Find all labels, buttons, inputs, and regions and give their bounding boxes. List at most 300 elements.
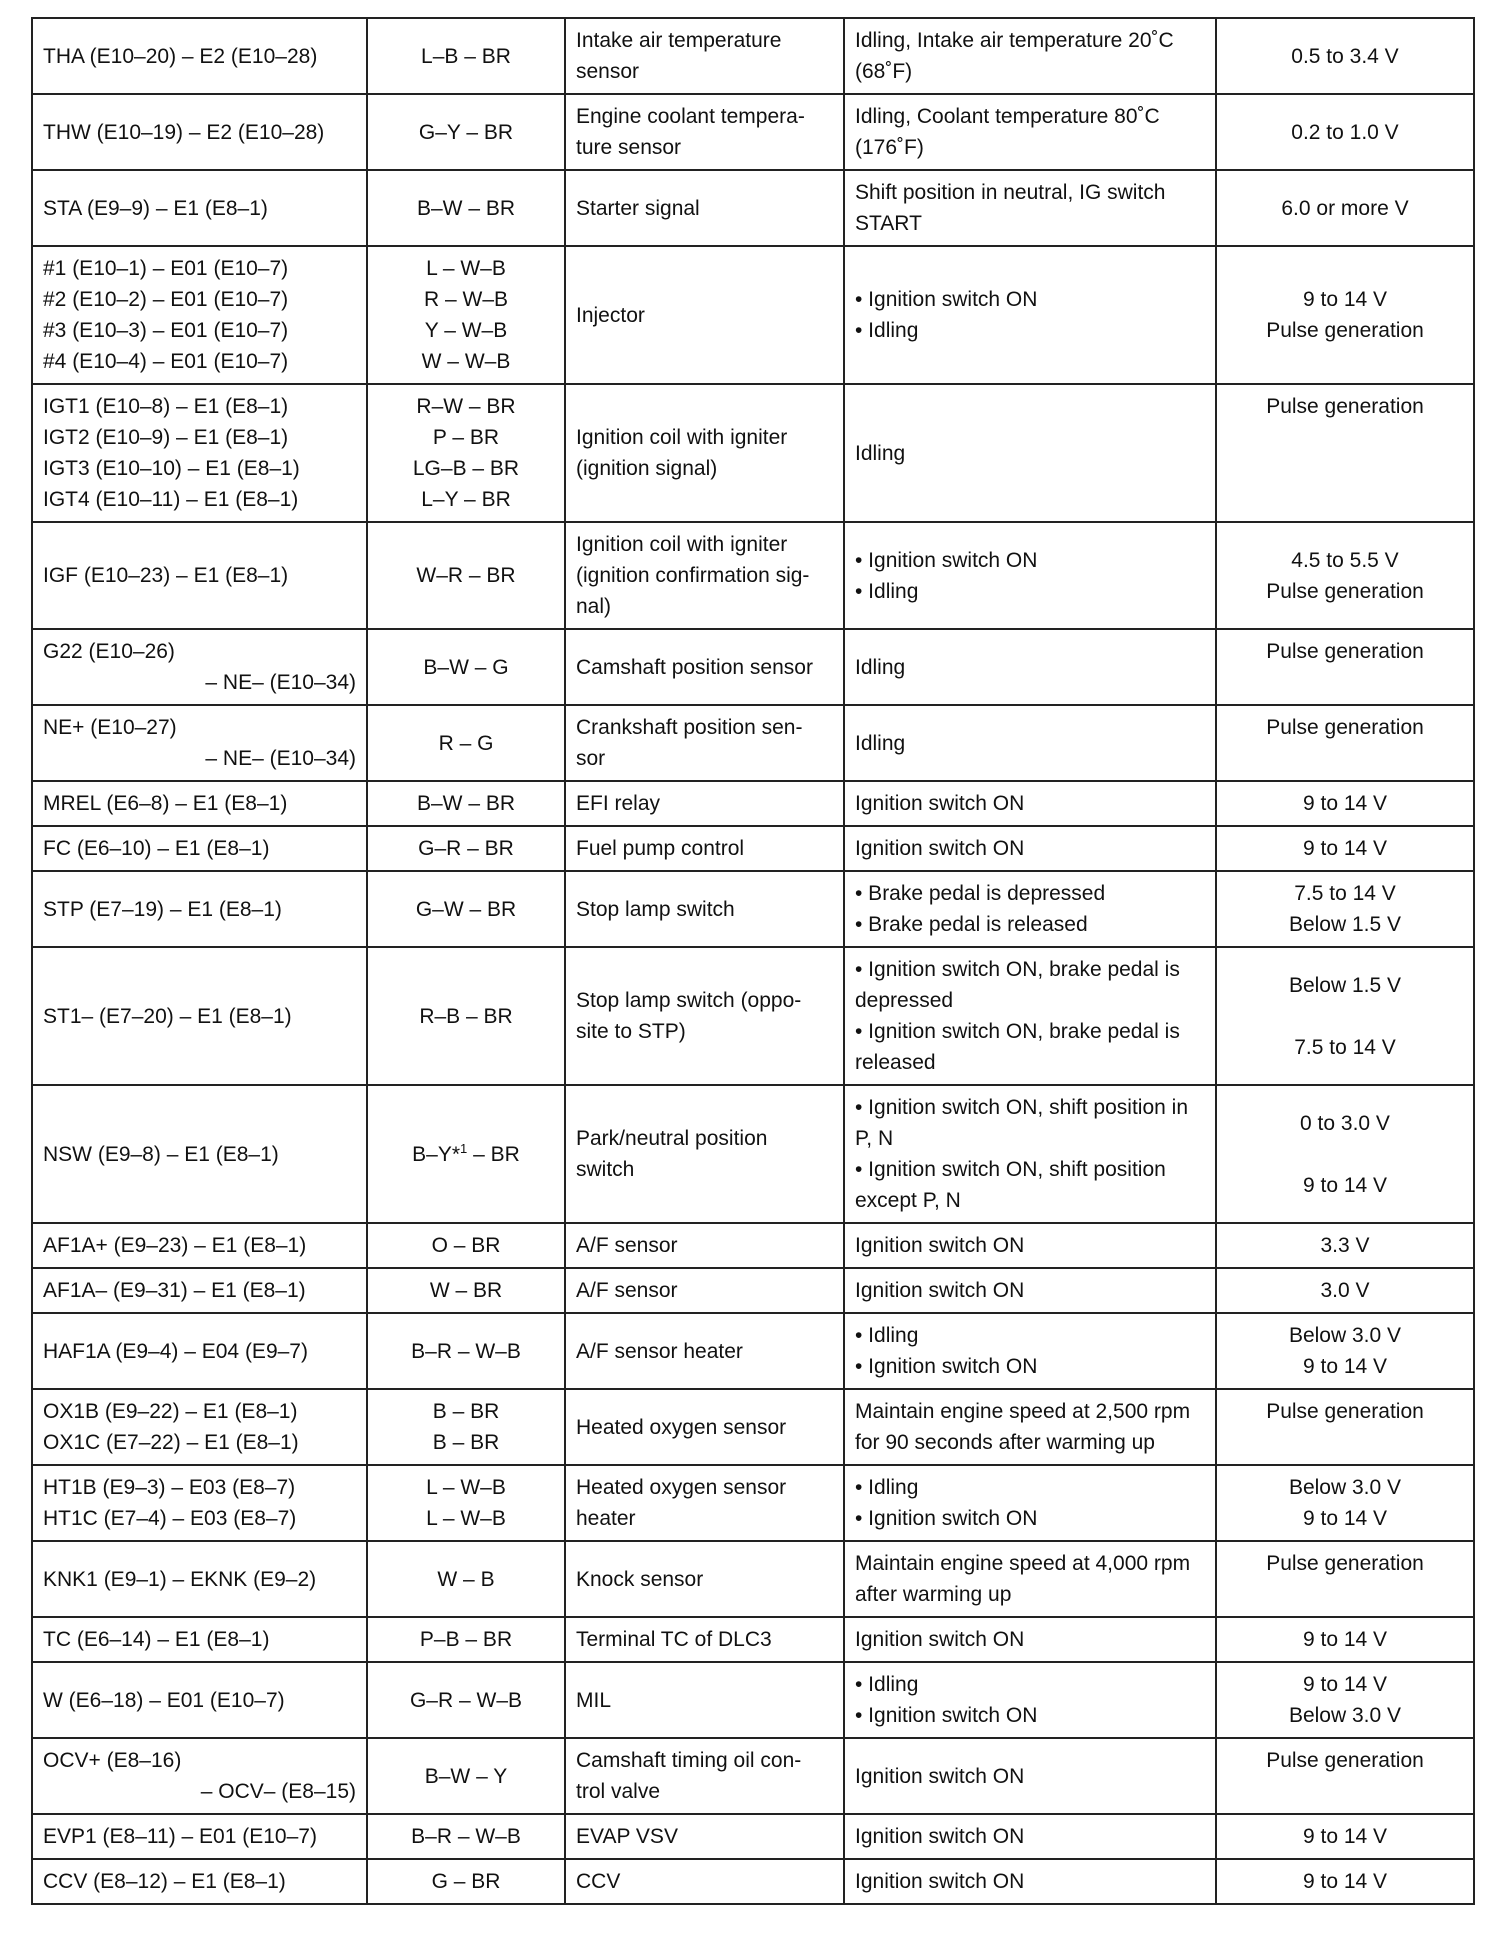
wiring-color-cell-line: L–B – BR bbox=[421, 44, 511, 68]
wiring-color-cell bbox=[367, 705, 565, 781]
condition-cell-line: Shift position in neutral, IG switch bbox=[855, 181, 1166, 204]
wiring-color-cell bbox=[367, 1859, 565, 1904]
wiring-color-cell-line: LG–B – BR bbox=[412, 457, 520, 480]
specified-condition-cell-line: Pulse generation bbox=[1266, 1400, 1424, 1423]
wiring-color-cell-line: B–R – W–B bbox=[411, 1339, 521, 1363]
input-output-cell-line: EVAP VSV bbox=[576, 1825, 678, 1848]
specified-condition-cell-line: 9 to 14 V bbox=[1302, 1825, 1388, 1848]
terminal-cell-line: AF1A+ (E9–23) – E1 (E8–1) bbox=[43, 1234, 307, 1257]
input-output-cell bbox=[565, 1223, 844, 1268]
terminal-cell-line: HT1C (E7–4) – E03 (E8–7) bbox=[43, 1507, 297, 1530]
condition-cell-line: • Brake pedal is released bbox=[855, 913, 1088, 936]
terminal-cell bbox=[32, 94, 367, 170]
condition-cell-line: Ignition switch ON bbox=[855, 1628, 1025, 1651]
condition-cell-line: • Ignition switch ON bbox=[855, 1355, 1038, 1378]
terminal-cell-line: THA (E10–20) – E2 (E10–28) bbox=[43, 44, 318, 68]
terminal-cell-line: OCV+ (E8–16) bbox=[43, 1749, 182, 1772]
wiring-color-cell-line: B–W – BR bbox=[416, 792, 516, 815]
condition-cell bbox=[844, 94, 1216, 170]
input-output-cell-line: EFI relay bbox=[576, 792, 661, 815]
specified-condition-cell-line bbox=[1227, 1001, 1463, 1032]
specified-condition-cell bbox=[1216, 1738, 1474, 1814]
input-output-cell-line: CCV bbox=[576, 1870, 621, 1893]
table-row bbox=[32, 1541, 1474, 1617]
condition-cell-line: Idling, Coolant temperature 80˚C bbox=[855, 105, 1160, 128]
terminal-cell bbox=[32, 705, 367, 781]
input-output-cell bbox=[565, 1814, 844, 1859]
terminal-cell-line: THW (E10–19) – E2 (E10–28) bbox=[43, 120, 325, 144]
table-row bbox=[32, 18, 1474, 94]
input-output-cell bbox=[565, 18, 844, 94]
condition-cell-line: • Ignition switch ON bbox=[855, 1507, 1038, 1530]
terminal-cell-line: TC (E6–14) – E1 (E8–1) bbox=[43, 1628, 270, 1651]
specified-condition-cell-line: 9 to 14 V bbox=[1302, 1173, 1388, 1197]
input-output-cell-line: ture sensor bbox=[576, 136, 682, 159]
specified-condition-cell-line: 3.0 V bbox=[1320, 1279, 1370, 1302]
table-row bbox=[32, 1617, 1474, 1662]
specified-condition-cell bbox=[1216, 1389, 1474, 1465]
input-output-cell-line: Starter signal bbox=[576, 196, 700, 220]
wiring-color-cell bbox=[367, 246, 565, 384]
condition-cell bbox=[844, 170, 1216, 246]
specified-condition-cell bbox=[1216, 1223, 1474, 1268]
input-output-cell-line: Park/neutral position bbox=[576, 1127, 768, 1150]
wiring-color-cell-line: W–R – BR bbox=[416, 564, 516, 587]
input-output-cell-line: A/F sensor bbox=[576, 1279, 678, 1302]
condition-cell-line: • Ignition switch ON, brake pedal is bbox=[855, 1020, 1180, 1043]
specified-condition-cell-line: Pulse generation bbox=[1266, 579, 1424, 603]
condition-cell bbox=[844, 1465, 1216, 1541]
condition-cell-line: • Brake pedal is depressed bbox=[855, 882, 1106, 905]
condition-cell-line: • Ignition switch ON bbox=[855, 1704, 1038, 1727]
input-output-cell bbox=[565, 1738, 844, 1814]
wiring-color-cell-line: W – BR bbox=[429, 1279, 503, 1302]
condition-cell-line: • Idling bbox=[855, 1673, 919, 1696]
wiring-color-cell bbox=[367, 1389, 565, 1465]
specified-condition-cell-line: 3.3 V bbox=[1320, 1234, 1370, 1257]
condition-cell bbox=[844, 384, 1216, 522]
input-output-cell bbox=[565, 1541, 844, 1617]
wiring-color-cell bbox=[367, 1541, 565, 1617]
wiring-color-cell-line: B – BR bbox=[432, 1400, 500, 1423]
condition-cell bbox=[844, 1738, 1216, 1814]
terminal-cell-line: IGT3 (E10–10) – E1 (E8–1) bbox=[43, 457, 300, 480]
input-output-cell-line: (ignition signal) bbox=[576, 457, 718, 480]
wiring-color-cell-line: W – W–B bbox=[421, 350, 511, 373]
input-output-cell-line: sensor bbox=[576, 60, 640, 83]
condition-cell-line: Idling bbox=[855, 441, 906, 465]
specified-condition-cell bbox=[1216, 781, 1474, 826]
specified-condition-cell-line: 9 to 14 V bbox=[1302, 1673, 1388, 1696]
specified-condition-cell bbox=[1216, 1541, 1474, 1617]
wiring-color-cell bbox=[367, 871, 565, 947]
wiring-color-cell-line: B – BR bbox=[432, 1431, 500, 1454]
condition-cell bbox=[844, 781, 1216, 826]
condition-cell bbox=[844, 705, 1216, 781]
specified-condition-cell bbox=[1216, 1465, 1474, 1541]
table-row bbox=[32, 170, 1474, 246]
terminal-cell bbox=[32, 871, 367, 947]
wiring-color-cell-line: O – BR bbox=[431, 1234, 501, 1257]
input-output-cell-line: MIL bbox=[576, 1688, 612, 1712]
specified-condition-cell bbox=[1216, 826, 1474, 871]
input-output-cell-line: trol valve bbox=[576, 1780, 661, 1803]
specified-condition-cell-line: 9 to 14 V bbox=[1302, 837, 1388, 860]
table-row bbox=[32, 705, 1474, 781]
terminal-cell-line: NSW (E9–8) – E1 (E8–1) bbox=[43, 1142, 279, 1166]
wiring-color-cell bbox=[367, 94, 565, 170]
terminal-cell-line: FC (E6–10) – E1 (E8–1) bbox=[43, 837, 270, 860]
table-row bbox=[32, 1389, 1474, 1465]
input-output-cell-line: heater bbox=[576, 1507, 636, 1530]
input-output-cell bbox=[565, 1859, 844, 1904]
table-row bbox=[32, 1814, 1474, 1859]
condition-cell-line: START bbox=[855, 212, 922, 235]
wiring-color-cell-line: W – B bbox=[437, 1567, 495, 1591]
terminal-cell bbox=[32, 1662, 367, 1738]
table-row bbox=[32, 1268, 1474, 1313]
wiring-color-cell-line: G–R – BR bbox=[418, 837, 514, 860]
specified-condition-cell-line: 0.2 to 1.0 V bbox=[1291, 120, 1399, 144]
input-output-cell-line: Stop lamp switch bbox=[576, 897, 735, 921]
specified-condition-cell-line: 9 to 14 V bbox=[1302, 288, 1388, 311]
terminal-cell-line: STA (E9–9) – E1 (E8–1) bbox=[43, 196, 268, 220]
specified-condition-cell-line: Below 1.5 V bbox=[1288, 973, 1402, 997]
table-row bbox=[32, 522, 1474, 629]
specified-condition-cell-line: Below 1.5 V bbox=[1288, 913, 1402, 936]
input-output-cell bbox=[565, 1662, 844, 1738]
specified-condition-cell bbox=[1216, 1814, 1474, 1859]
specified-condition-cell-line: Pulse generation bbox=[1266, 640, 1424, 663]
terminal-cell-line: MREL (E6–8) – E1 (E8–1) bbox=[43, 792, 288, 815]
input-output-cell-line: A/F sensor heater bbox=[576, 1339, 743, 1363]
input-output-cell bbox=[565, 871, 844, 947]
wiring-color-cell-line: P – BR bbox=[432, 426, 500, 449]
specified-condition-cell bbox=[1216, 1268, 1474, 1313]
specified-condition-cell bbox=[1216, 18, 1474, 94]
condition-cell-line: • Idling bbox=[855, 319, 919, 342]
input-output-cell-line: A/F sensor bbox=[576, 1234, 678, 1257]
condition-cell-line: Ignition switch ON bbox=[855, 1825, 1025, 1848]
terminal-cell-line: G22 (E10–26) bbox=[43, 640, 175, 663]
condition-cell-line: for 90 seconds after warming up bbox=[855, 1431, 1155, 1454]
terminal-cell-line: IGF (E10–23) – E1 (E8–1) bbox=[43, 564, 289, 587]
table-row bbox=[32, 384, 1474, 522]
input-output-cell-line: Camshaft timing oil con- bbox=[576, 1749, 802, 1772]
specified-condition-cell-line: 9 to 14 V bbox=[1302, 1870, 1388, 1893]
input-output-cell-line: site to STP) bbox=[576, 1020, 686, 1043]
input-output-cell bbox=[565, 94, 844, 170]
input-output-cell bbox=[565, 246, 844, 384]
table-row bbox=[32, 94, 1474, 170]
input-output-cell-line: (ignition confirmation sig- bbox=[576, 564, 810, 587]
input-output-cell bbox=[565, 705, 844, 781]
condition-cell-line: released bbox=[855, 1051, 936, 1074]
terminal-cell bbox=[32, 1268, 367, 1313]
terminal-cell-line: – NE– (E10–34) bbox=[205, 671, 356, 694]
input-output-cell bbox=[565, 1085, 844, 1223]
table-row bbox=[32, 1738, 1474, 1814]
terminal-cell-line: KNK1 (E9–1) – EKNK (E9–2) bbox=[43, 1567, 317, 1591]
terminal-cell bbox=[32, 384, 367, 522]
condition-cell bbox=[844, 947, 1216, 1085]
input-output-cell-line: Ignition coil with igniter bbox=[576, 426, 788, 449]
condition-cell-line: • Ignition switch ON, shift position in bbox=[855, 1096, 1188, 1119]
terminal-cell bbox=[32, 629, 367, 705]
table-row bbox=[32, 1085, 1474, 1223]
table-row bbox=[32, 947, 1474, 1085]
specified-condition-cell-line: 9 to 14 V bbox=[1302, 1507, 1388, 1530]
specified-condition-cell bbox=[1216, 629, 1474, 705]
wiring-color-cell bbox=[367, 947, 565, 1085]
wiring-color-cell bbox=[367, 18, 565, 94]
table-body bbox=[32, 18, 1474, 1904]
input-output-cell bbox=[565, 629, 844, 705]
input-output-cell bbox=[565, 781, 844, 826]
terminal-cell bbox=[32, 1738, 367, 1814]
condition-cell-line: Maintain engine speed at 4,000 rpm bbox=[855, 1552, 1191, 1575]
terminal-cell-line: IGT4 (E10–11) – E1 (E8–1) bbox=[43, 488, 299, 511]
specified-condition-cell-line: Pulse generation bbox=[1266, 716, 1424, 739]
input-output-cell-line: Fuel pump control bbox=[576, 837, 745, 860]
specified-condition-cell-line bbox=[1227, 1139, 1463, 1170]
terminal-cell bbox=[32, 1313, 367, 1389]
wiring-color-cell bbox=[367, 781, 565, 826]
table-row bbox=[32, 1662, 1474, 1738]
terminal-cell bbox=[32, 826, 367, 871]
terminal-cell-line: #1 (E10–1) – E01 (E10–7) bbox=[43, 257, 289, 280]
condition-cell-line: • Idling bbox=[855, 579, 919, 603]
condition-cell-line: Ignition switch ON bbox=[855, 1870, 1025, 1893]
condition-cell-line: • Ignition switch ON bbox=[855, 288, 1038, 311]
input-output-cell-line: Ignition coil with igniter bbox=[576, 533, 788, 556]
specified-condition-cell-line: 0.5 to 3.4 V bbox=[1291, 44, 1399, 68]
terminal-cell bbox=[32, 1541, 367, 1617]
table-row bbox=[32, 1313, 1474, 1389]
specified-condition-cell-line: 0 to 3.0 V bbox=[1300, 1111, 1390, 1135]
wiring-color-cell bbox=[367, 1738, 565, 1814]
terminal-cell bbox=[32, 1465, 367, 1541]
input-output-cell bbox=[565, 1389, 844, 1465]
specified-condition-cell bbox=[1216, 705, 1474, 781]
terminal-cell-line: ST1– (E7–20) – E1 (E8–1) bbox=[43, 1004, 292, 1028]
condition-cell-line: Idling bbox=[855, 731, 906, 755]
table-row bbox=[32, 1465, 1474, 1541]
specified-condition-cell-line: Pulse generation bbox=[1266, 319, 1424, 342]
wiring-color-cell-line: L – W–B bbox=[426, 1476, 506, 1499]
input-output-cell-line: switch bbox=[576, 1158, 635, 1181]
specified-condition-cell-line: Pulse generation bbox=[1266, 1749, 1424, 1772]
condition-cell-line: • Ignition switch ON, brake pedal is bbox=[855, 958, 1180, 981]
terminal-cell bbox=[32, 1859, 367, 1904]
input-output-cell-line: Crankshaft position sen- bbox=[576, 716, 803, 739]
condition-cell-line: (176˚F) bbox=[855, 136, 924, 159]
input-output-cell bbox=[565, 1268, 844, 1313]
input-output-cell bbox=[565, 1465, 844, 1541]
input-output-cell-line: Engine coolant tempera- bbox=[576, 105, 805, 128]
wiring-color-cell bbox=[367, 629, 565, 705]
condition-cell bbox=[844, 1223, 1216, 1268]
terminal-cell-line: HAF1A (E9–4) – E04 (E9–7) bbox=[43, 1339, 308, 1363]
specified-condition-cell bbox=[1216, 246, 1474, 384]
wiring-color-cell-line: G–W – BR bbox=[415, 897, 517, 921]
condition-cell-line: P, N bbox=[855, 1127, 894, 1150]
terminal-cell-line: HT1B (E9–3) – E03 (E8–7) bbox=[43, 1476, 296, 1499]
specified-condition-cell-line: 9 to 14 V bbox=[1302, 1355, 1388, 1378]
condition-cell-line: depressed bbox=[855, 989, 954, 1012]
specified-condition-cell-line: 7.5 to 14 V bbox=[1294, 882, 1396, 905]
condition-cell bbox=[844, 1268, 1216, 1313]
input-output-cell bbox=[565, 522, 844, 629]
wiring-color-cell-line: Y – W–B bbox=[424, 319, 508, 342]
condition-cell-line: Ignition switch ON bbox=[855, 1234, 1025, 1257]
condition-cell bbox=[844, 18, 1216, 94]
wiring-color-cell bbox=[367, 1814, 565, 1859]
specified-condition-cell bbox=[1216, 1617, 1474, 1662]
condition-cell bbox=[844, 1313, 1216, 1389]
table-row bbox=[32, 1859, 1474, 1904]
specified-condition-cell-line: 6.0 or more V bbox=[1281, 196, 1409, 220]
terminal-cell-line: STP (E7–19) – E1 (E8–1) bbox=[43, 897, 282, 921]
condition-cell bbox=[844, 1814, 1216, 1859]
wiring-color-cell-line: L–Y – BR bbox=[421, 488, 511, 511]
specified-condition-cell bbox=[1216, 947, 1474, 1085]
wiring-color-cell-line: B–W – BR bbox=[416, 196, 516, 220]
specified-condition-cell-line: Pulse generation bbox=[1266, 1552, 1424, 1575]
wiring-color-cell-line: R–W – BR bbox=[416, 395, 516, 418]
wiring-color-cell-line: G – BR bbox=[431, 1870, 501, 1893]
terminal-cell bbox=[32, 947, 367, 1085]
wiring-color-cell bbox=[367, 384, 565, 522]
specified-condition-cell bbox=[1216, 1859, 1474, 1904]
specified-condition-cell bbox=[1216, 1662, 1474, 1738]
specified-condition-cell-line: Pulse generation bbox=[1266, 395, 1424, 418]
terminal-cell-line: – OCV– (E8–15) bbox=[200, 1780, 356, 1803]
terminal-cell bbox=[32, 1389, 367, 1465]
table-row bbox=[32, 246, 1474, 384]
input-output-cell-line: sor bbox=[576, 747, 606, 770]
condition-cell bbox=[844, 1859, 1216, 1904]
condition-cell-line: • Ignition switch ON, shift position bbox=[855, 1158, 1166, 1181]
terminal-cell bbox=[32, 1223, 367, 1268]
specified-condition-cell-line: 4.5 to 5.5 V bbox=[1291, 548, 1399, 572]
wiring-color-cell-line: B–W – Y bbox=[424, 1764, 508, 1788]
terminal-cell-line: W (E6–18) – E01 (E10–7) bbox=[43, 1688, 285, 1712]
table-row bbox=[32, 826, 1474, 871]
terminal-cell-line: IGT1 (E10–8) – E1 (E8–1) bbox=[43, 395, 289, 418]
condition-cell-line: • Idling bbox=[855, 1324, 919, 1347]
table-row bbox=[32, 1223, 1474, 1268]
specified-condition-cell-line: 7.5 to 14 V bbox=[1294, 1035, 1396, 1059]
condition-cell bbox=[844, 1541, 1216, 1617]
specified-condition-cell bbox=[1216, 384, 1474, 522]
specified-condition-cell-line: Below 3.0 V bbox=[1288, 1476, 1402, 1499]
specified-condition-cell bbox=[1216, 170, 1474, 246]
specified-condition-cell-line: 9 to 14 V bbox=[1302, 792, 1388, 815]
wiring-color-cell-line: R – G bbox=[438, 731, 494, 755]
condition-cell bbox=[844, 629, 1216, 705]
wiring-color-cell bbox=[367, 522, 565, 629]
wiring-color-cell bbox=[367, 1662, 565, 1738]
terminal-cell-line: IGT2 (E10–9) – E1 (E8–1) bbox=[43, 426, 289, 449]
input-output-cell-line: Terminal TC of DLC3 bbox=[576, 1628, 772, 1651]
wiring-color-cell-line: P–B – BR bbox=[419, 1628, 513, 1651]
input-output-cell bbox=[565, 1313, 844, 1389]
wiring-color-cell bbox=[367, 1465, 565, 1541]
terminal-cell bbox=[32, 1085, 367, 1223]
terminal-cell-line: NE+ (E10–27) bbox=[43, 716, 177, 739]
wiring-color-cell-line: B–W – G bbox=[423, 655, 509, 679]
terminal-cell-line: AF1A– (E9–31) – E1 (E8–1) bbox=[43, 1279, 306, 1302]
specified-condition-cell-line: Below 3.0 V bbox=[1288, 1704, 1402, 1727]
specified-condition-cell-line: Below 3.0 V bbox=[1288, 1324, 1402, 1347]
condition-cell-line: Idling bbox=[855, 655, 906, 679]
condition-cell-line: except P, N bbox=[855, 1189, 961, 1212]
wiring-color-cell-line: R – W–B bbox=[423, 288, 509, 311]
condition-cell bbox=[844, 1617, 1216, 1662]
terminal-cell-line: #2 (E10–2) – E01 (E10–7) bbox=[43, 288, 289, 311]
condition-cell bbox=[844, 1662, 1216, 1738]
condition-cell bbox=[844, 826, 1216, 871]
specified-condition-cell bbox=[1216, 1313, 1474, 1389]
specified-condition-cell bbox=[1216, 1085, 1474, 1223]
condition-cell-line: Ignition switch ON bbox=[855, 1279, 1025, 1302]
terminal-cell-line: CCV (E8–12) – E1 (E8–1) bbox=[43, 1870, 286, 1893]
wiring-color-cell-line: L – W–B bbox=[426, 1507, 506, 1530]
wiring-color-cell bbox=[367, 1313, 565, 1389]
input-output-cell bbox=[565, 384, 844, 522]
terminal-cell-line: #3 (E10–3) – E01 (E10–7) bbox=[43, 319, 289, 342]
terminal-cell bbox=[32, 246, 367, 384]
condition-cell-line: • Idling bbox=[855, 1476, 919, 1499]
wiring-color-cell-line: G–Y – BR bbox=[418, 120, 514, 144]
wiring-color-cell-line: B–R – W–B bbox=[411, 1825, 521, 1848]
wiring-color-cell-line: B–Y*$^1$ – BR bbox=[412, 1140, 520, 1166]
condition-cell bbox=[844, 246, 1216, 384]
input-output-cell-line: Stop lamp switch (oppo- bbox=[576, 989, 802, 1012]
condition-cell-line: Idling, Intake air temperature 20˚C bbox=[855, 29, 1174, 52]
condition-cell-line: • Ignition switch ON bbox=[855, 548, 1038, 572]
wiring-color-cell bbox=[367, 1617, 565, 1662]
terminal-cell bbox=[32, 781, 367, 826]
ecm-terminal-table bbox=[31, 17, 1475, 1905]
condition-cell bbox=[844, 522, 1216, 629]
condition-cell-line: Ignition switch ON bbox=[855, 792, 1025, 815]
input-output-cell-line: Heated oxygen sensor bbox=[576, 1415, 787, 1439]
condition-cell bbox=[844, 871, 1216, 947]
wiring-color-cell bbox=[367, 826, 565, 871]
condition-cell-line: (68˚F) bbox=[855, 60, 913, 83]
wiring-color-cell bbox=[367, 1268, 565, 1313]
table-row bbox=[32, 781, 1474, 826]
input-output-cell-line: Camshaft position sensor bbox=[576, 655, 813, 679]
wiring-color-cell bbox=[367, 1085, 565, 1223]
input-output-cell-line: Injector bbox=[576, 303, 645, 327]
condition-cell bbox=[844, 1389, 1216, 1465]
input-output-cell-line: Intake air temperature bbox=[576, 29, 782, 52]
condition-cell-line: Maintain engine speed at 2,500 rpm bbox=[855, 1400, 1191, 1423]
input-output-cell bbox=[565, 947, 844, 1085]
terminal-cell bbox=[32, 1617, 367, 1662]
terminal-cell bbox=[32, 170, 367, 246]
table-row bbox=[32, 629, 1474, 705]
terminal-cell-line: #4 (E10–4) – E01 (E10–7) bbox=[43, 350, 289, 373]
wiring-color-cell-line: R–B – BR bbox=[419, 1004, 513, 1028]
input-output-cell bbox=[565, 826, 844, 871]
input-output-cell bbox=[565, 1617, 844, 1662]
input-output-cell-line: Heated oxygen sensor bbox=[576, 1476, 787, 1499]
terminal-cell bbox=[32, 18, 367, 94]
